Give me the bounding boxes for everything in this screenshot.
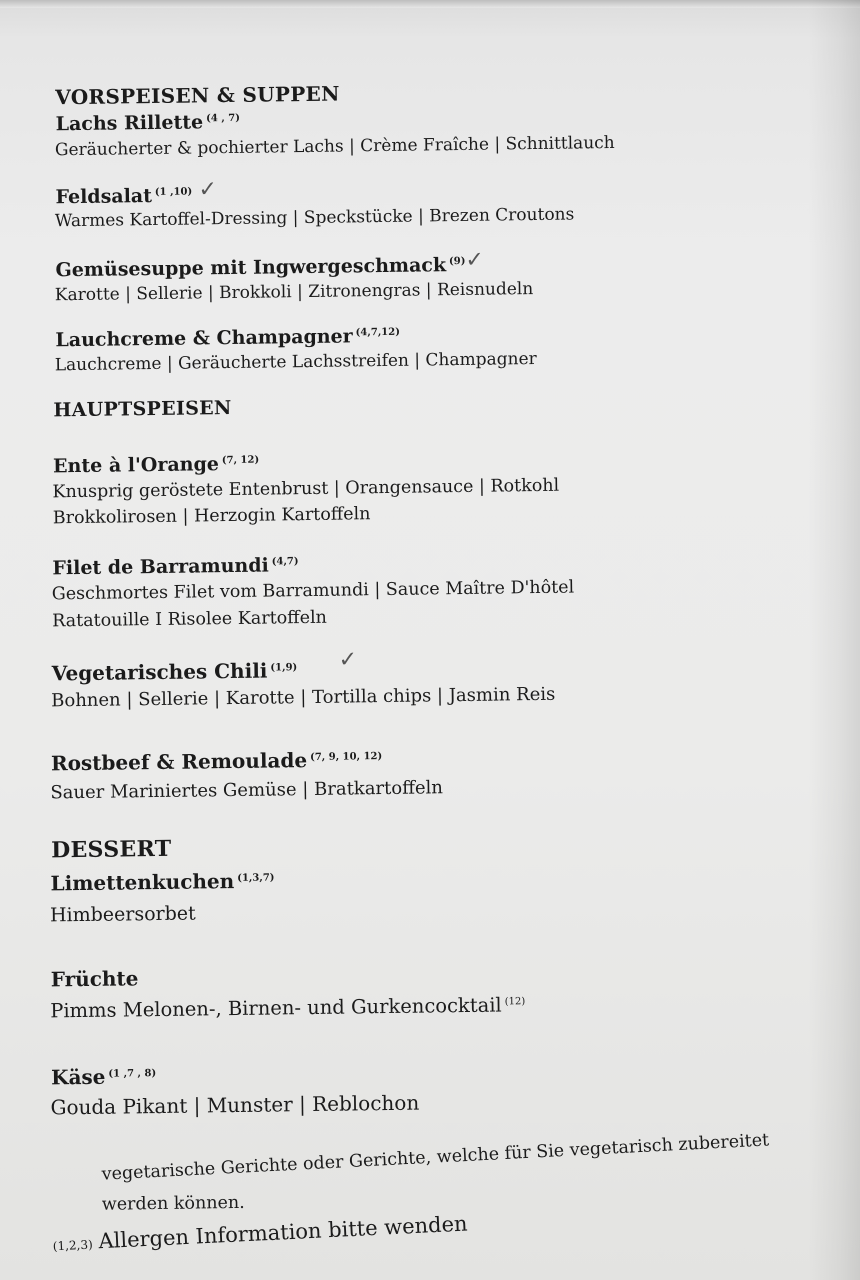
allergen-note [52, 1212, 468, 1256]
dish-description [50, 993, 525, 1022]
allergen-codes: (7, 9, 10, 12) [310, 751, 383, 764]
allergen-codes: (1 ,10) [154, 186, 193, 198]
page-edge-shadow [808, 0, 860, 1280]
dish-description: Geräucherter & pochierter Lachs | Crème Fraîche | Schnittlauch [54, 132, 615, 161]
vegetarian-note-line1: vegetarische Gerichte oder Gerichte, welche für Sie vegetarisch zubereitet [101, 1130, 770, 1185]
allergen-codes: (4,7,12) [355, 326, 400, 339]
dish-description: Bohnen | Sellerie | Karotte | Tortilla chips | Jasmin Reis [51, 683, 556, 712]
dish-feldsalat [55, 185, 192, 209]
allergen-codes: (12) [504, 996, 526, 1008]
dish-description: Lauchcreme | Geräucherte Lachsstreifen | Champagner [54, 349, 537, 376]
dish-description-text: Pimms Melonen-, Birnen- und Gurkencocktail [50, 993, 502, 1023]
dish-rostbeef-remoulade [51, 747, 383, 775]
allergen-reference: (1,2,3) [52, 1237, 94, 1254]
allergen-codes: (7, 12) [221, 454, 260, 467]
dish-name: Limettenkuchen [50, 869, 235, 896]
dish-name: Lachs Rillette [55, 111, 204, 136]
dish-description: Warmes Kartoffel-Dressing | Speckstücke | Brezen Croutons [54, 204, 575, 232]
dish-description: Sauer Mariniertes Gemüse | Bratkartoffeln [50, 777, 444, 804]
dish-description: Geschmortes Filet vom Barramundi | Sauce Maître D'hôtel [51, 577, 575, 605]
dish-description: Knusprig geröstete Entenbrust | Orangensauce | Rotkohl [52, 475, 560, 503]
section-title-mains: HAUPTSPEISEN [53, 397, 232, 422]
allergen-codes: (1,9) [270, 662, 298, 674]
dish-vegetarisches-chili [52, 658, 298, 685]
dish-description: Himbeersorbet [49, 902, 196, 927]
dish-name: Filet de Barramundi [52, 554, 269, 580]
dish-name: Ente à l'Orange [52, 453, 220, 478]
allergen-codes: (4 , 7) [206, 112, 241, 125]
dish-limettenkuchen [50, 868, 274, 895]
dish-ente-a-lorange [53, 453, 259, 478]
dish-description: Karotte | Sellerie | Brokkoli | Zitronengras | Reisnudeln [54, 279, 534, 306]
dish-name: Lauchcreme & Champagner [55, 325, 353, 352]
vegetarian-checkmark-icon: ✓ [198, 177, 218, 203]
dish-filet-de-barramundi [52, 554, 298, 579]
dish-description-line2: Ratatouille I Risolee Kartoffeln [52, 607, 328, 632]
dish-name: Gemüsesuppe mit Ingwergeschmack [55, 254, 447, 282]
section-title-dessert: DESSERT [50, 835, 172, 864]
allergen-codes: (9) [448, 255, 466, 268]
allergen-codes: (4,7) [271, 556, 299, 568]
dish-name: Früchte [50, 966, 139, 992]
dish-fruechte [51, 966, 139, 991]
dish-name: Feldsalat [55, 185, 153, 209]
vegetarian-note-line2: werden können. [101, 1192, 245, 1215]
allergen-codes: (1 ,7 , 8) [108, 1068, 157, 1080]
dish-lachs-rillette [55, 111, 240, 135]
vegetarian-checkmark-icon: ✓ [338, 647, 358, 673]
allergen-note-text: Allergen Information bitte wenden [97, 1211, 469, 1254]
dish-description: Gouda Pikant | Munster | Reblochon [50, 1090, 420, 1120]
dish-lauchcreme [55, 325, 400, 352]
dish-name: Käse [50, 1064, 106, 1090]
dish-name: Rostbeef & Remoulade [50, 748, 308, 776]
dish-name: Vegetarisches Chili [51, 658, 268, 686]
dish-kaese [51, 1064, 156, 1089]
allergen-codes: (1,3,7) [237, 872, 275, 884]
dish-gemuesesuppe [55, 254, 465, 281]
dish-description-line2: Brokkolirosen | Herzogin Kartoffeln [52, 504, 371, 529]
vegetarian-checkmark-icon: ✓ [465, 247, 485, 273]
section-title-starters: VORSPEISEN & SUPPEN [55, 81, 340, 110]
